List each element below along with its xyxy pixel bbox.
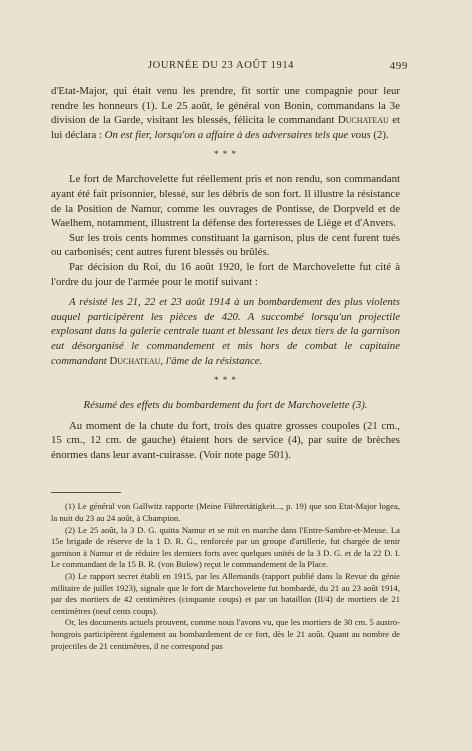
section-title: Résumé des effets du bombardement du fort de Marchovelette (3).	[83, 399, 368, 412]
citation-name: Duchateau	[109, 354, 161, 367]
footnotes	[51, 501, 400, 652]
citation-text-a: A résisté les 21, 22 et 23 août 1914 à un bombardement des plus violents auquel participèrent les pièces de 420. A succombé lorsqu'un projectile explosant dans la galerie centrale tuant et blessant les deux tiers de la garnison eut désorganisé le commandement et mis hors de combat le capitaine commandant	[51, 296, 400, 367]
bonin-quote: On est fier, lorsqu'on a affaire à des adversaires tels que vous	[104, 128, 371, 141]
paragraph-3: Sur les trois cents hommes constituant la garnison, plus de cent furent tués ou carbonisés; cent autres furent blessés ou brûlés.	[51, 231, 400, 259]
citation-text-b: , l'âme de la résistance.	[160, 354, 263, 367]
citation	[51, 295, 400, 368]
section-separator-1: * * *	[214, 149, 237, 160]
paragraph-1-text-b: et lui déclara :	[51, 114, 400, 141]
paragraph-1-text-c: (2).	[370, 128, 389, 141]
page-number: 499	[389, 60, 408, 72]
footnote-3-continued: Or, les documents actuels prouvent, comme nous l'avons vu, que les mortiers de 30 cm. 5 austro-hongrois participèrent également au bombardement de ce fort, dès le 21 août. Quant au nombre de projectiles de 21 centimètres, il ne correspond pas	[51, 617, 400, 651]
page-body	[51, 84, 400, 652]
paragraph-1-text-a: d'Etat-Major, qui était venu les prendre, fit sortir une compagnie pour leur rendre les honneurs (1). Le 25 août, le général von Bonin, commandans la 3e division de la Garde, visitant les blessés, félicita le commandant	[51, 85, 400, 127]
paragraph-2: Le fort de Marchovelette fut réellement pris et non rendu, son commandant ayant été fait prisonnier, blessé, sur les débris de son fort. Il illustre la résistance de la Position de Namur, comme les ouvrages de Pontisse, de Dorpveld et de Waelhem, notamment, illustrent la défense des forteresses de Liège et d'Anvers.	[51, 173, 400, 230]
footnote-2: (2) Le 25 août, la 3 D. G. quitta Namur et se mit en marche dans l'Entre-Sambre-et-Meuse. La 15e brigade de réserve de la 1 D. R. G., renforcée par un groupe d'artillerie, fut chargée de tenir garnison à Namur et de réduire les derniers forts avec quelques unités de la 3 D. G. et de la 22 D. I. Le commandant de la 15 B. R. (von Bulow) reçut le commandement de la Place.	[51, 524, 400, 570]
footnote-3: (3) Le rapport secret établi en 1915, par les Allemands (rapport publié dans la Revue du génie militaire de juillet 1923), signale que le fort de Marchovelette fut bombardé, du 21 au 23 août 1914, par des mortiers de 42 centimètres (cinquante coups) et par un bataillon (II/4) de mortiers de 21 centimètres (neuf cents coups).	[51, 571, 400, 616]
paragraph-5: Au moment de la chute du fort, trois des quatre grosses coupoles (21 cm., 15 cm., 12 cm. de gauche) étaient hors de service (4), par suite de brèches énormes dans leur avant-cuirasse. (Voir note page 501).	[51, 419, 400, 461]
section-separator-2: * * *	[214, 375, 237, 386]
footnote-1: (1) Le général von Gallwitz rapporte (Meine Führertätigkeit..., p. 19) que son Etat-Major logea, la nuit du 23 au 24 août, à Champion.	[51, 501, 400, 524]
footnote-rule	[51, 492, 121, 493]
paragraph-1	[51, 84, 400, 142]
commander-name: Duchateau	[337, 114, 389, 127]
paragraph-4: Par décision du Roi, du 16 août 1920, le fort de Marchovelette fut cité à l'ordre du jour de l'armée pour le motif suivant :	[51, 260, 400, 288]
header-title: JOURNÉE DU 23 AOÛT 1914	[148, 60, 295, 71]
